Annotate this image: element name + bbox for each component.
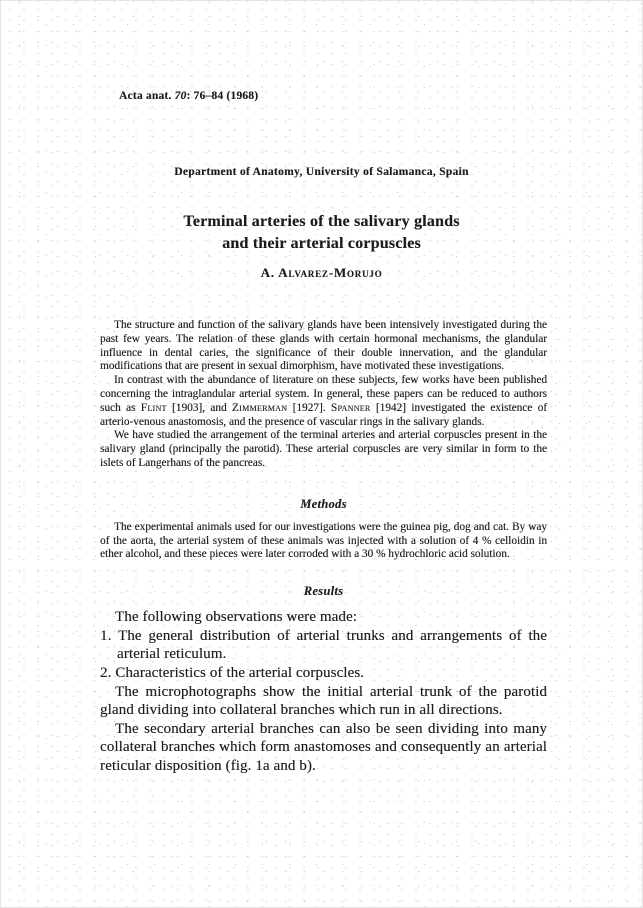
journal-citation-prefix: Acta anat. bbox=[119, 90, 175, 102]
results-list-item-2: 2. Characteristics of the arterial corpuscles. bbox=[100, 664, 365, 681]
intro-p2-run3: [1927]. bbox=[287, 401, 331, 414]
results-list-item-1: 1. The general distribution of arterial trunks and arrangements of the arterial reticulum. bbox=[100, 627, 547, 663]
results-heading: Results bbox=[303, 584, 344, 599]
results-intro-line: The following observations were made: bbox=[115, 609, 357, 626]
journal-citation-volume: 70 bbox=[174, 90, 187, 102]
cited-author-spanner: Spanner bbox=[330, 401, 371, 414]
journal-citation bbox=[119, 90, 258, 102]
intro-paragraph-1: The structure and function of the salivary glands have been intensively investigated during the past few years. The relation of these glands with certain hormonal mechanisms, the glandular influence in dental caries, the significance of their double innervation, and the glandular modifications that are present in sexual dimorphism, have motivated these investigations. bbox=[100, 319, 547, 373]
intro-paragraph-3: We have studied the arrangement of the terminal arteries and arterial corpuscles present in the salivary gland (principally the parotid). These arterial corpuscles are very similar in form to the islets of Langerhans of the pancreas. bbox=[100, 429, 547, 469]
paper-title-line2: and their arterial corpuscles bbox=[222, 235, 421, 252]
journal-citation-rest: : 76–84 (1968) bbox=[186, 90, 259, 102]
intro-p2-run2: [1903], and bbox=[166, 401, 232, 414]
introduction-section bbox=[100, 319, 547, 471]
intro-paragraph-2 bbox=[100, 374, 547, 429]
cited-author-flint: Flint bbox=[140, 401, 167, 414]
methods-heading: Methods bbox=[300, 496, 347, 511]
methods-section bbox=[100, 521, 547, 562]
methods-paragraph-1: The experimental animals used for our investigations were the guinea pig, dog and cat. By way of the aorta, the arterial system of these animals was injected with a solution of 4 % celloidin in ether alcohol, and these pieces were later corroded with a 30 % hydrochloric acid solution. bbox=[100, 520, 547, 561]
author-name: A. Alvarez-Morujo bbox=[260, 265, 383, 280]
paper-title-line1: Terminal arteries of the salivary glands bbox=[183, 213, 460, 230]
affiliation: Department of Anatomy, University of Salamanca, Spain bbox=[174, 166, 469, 178]
intro-p2-run4: [1942] investigated the existence of arterio-venous anastomosis, and the presence of vascular rings in the salivary glands. bbox=[100, 401, 547, 428]
results-paragraph-3: The secondary arterial branches can also be seen dividing into many collateral branches which form anastomoses and consequently an arterial reticular disposition (fig. 1a and b). bbox=[100, 720, 547, 774]
cited-author-zimmerman: Zimmerman bbox=[231, 401, 288, 414]
paper-title bbox=[1, 211, 642, 255]
results-paragraph-2: The microphotographs show the initial arterial trunk of the parotid gland dividing into collateral branches which run in all directions. bbox=[100, 683, 547, 719]
intro-p2-run1: In contrast with the abundance of literature on these subjects, few works have been published concerning the intraglandular arterial system. In general, these papers can be reduced to authors such as bbox=[100, 374, 547, 414]
results-section bbox=[100, 608, 547, 775]
body-column bbox=[100, 319, 547, 776]
